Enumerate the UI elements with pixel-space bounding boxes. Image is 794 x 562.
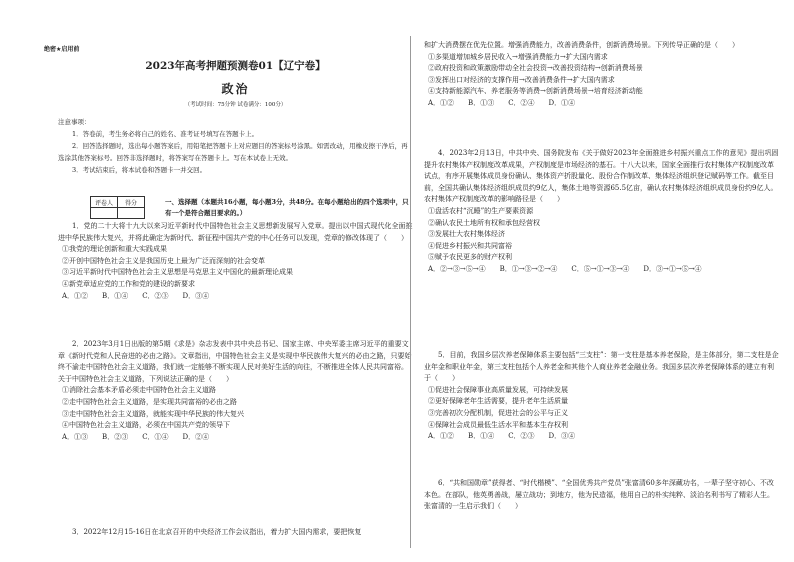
question-option: ④支持新能源汽车、养老服务等消费→创新消费场景→培育经济新动能 bbox=[428, 87, 643, 96]
question-option: ③走中国特色社会主义道路，就能实现中华民族的伟大复兴 bbox=[62, 409, 244, 418]
score-box-label-score: 得分 bbox=[118, 197, 145, 208]
question-stem: 和扩大消费摆在优先位置。增强消费能力，改善消费条件，创新消费场景。下列传导正确的是（ ） bbox=[424, 41, 739, 49]
question-option: ②更好保障老年生活需要，提升老年生活质量 bbox=[428, 397, 568, 406]
question-option: ③发挥出口对经济的支撑作用→改善消费条件→扩大国内需求 bbox=[428, 75, 615, 84]
question-option: ④中国特色社会主义道路，必须在中国共产党的领导下 bbox=[62, 421, 230, 430]
question-6 bbox=[424, 478, 779, 513]
score-box-cell bbox=[91, 208, 118, 219]
question-2 bbox=[58, 339, 413, 443]
question-3-continued bbox=[424, 40, 779, 110]
notice-block bbox=[58, 116, 413, 176]
question-stem: 2．2023年3月1日出版的第5期《求是》杂志发表中共中央总书记、国家主席、中央军委主席习近平的重要文章《新时代党和人民奋进的必由之路》。文章指出，中国特色社会主义是实现中华民族伟大复兴的必由之路，只要始终不渝走中国特色社会主义道路，我们就一定能够不断实现人民对美好生活的向往，不断推进全体人民共同富裕。关于中国特色社会主义道路，下列说法正确的是（ ） bbox=[58, 340, 412, 383]
question-1 bbox=[58, 221, 413, 302]
secret-mark: 绝密★启用前 bbox=[44, 46, 80, 53]
question-stem: 1．党的二十大将十九大以来习近平新时代中国特色社会主义思想新发展写入党章。提出以中国式现代化全面推进中华民族伟大复兴，并将此确定为新时代、新征程中国共产党的中心任务可以发现，党章的修改体现了（ ） bbox=[58, 222, 413, 242]
score-box-cell bbox=[118, 208, 145, 219]
question-option: ①消除社会基本矛盾必须走中国特色社会主义道路 bbox=[62, 386, 216, 395]
answer-choices: A．①② B．①④ C．②③ D．③④ bbox=[62, 291, 210, 300]
question-option: ②走中国特色社会主义道路，是实现共同富裕的必由之路 bbox=[62, 397, 237, 406]
answer-choices: A．①② B．①③ C．②④ D．①④ bbox=[428, 98, 576, 107]
question-3 bbox=[58, 527, 413, 539]
question-stem: 5．目前，我国乡层次养老保障体系主要包括“三支柱”：第一支柱是基本养老保险，是主体部分，第二支柱是企业年金和职业年金，第三支柱包括个人养老金和其他个人商业养老金融业务。我国多层次养老保障体系的建立有利于（ ） bbox=[424, 351, 779, 383]
notice-item-1: 1．答卷前，考生务必将自己的姓名、准考证号填写在答题卡上。 bbox=[72, 130, 259, 138]
question-option: ⑤赋予农民更多的财产权利 bbox=[428, 253, 512, 262]
question-stem: 4．2023年2月13日，中共中央、国务院发布《关于做好2023年全面推进乡村振兴重点工作的意见》提出巩固提升农村集体产权制度改革成果，产权制度是市场经济的基石。十八大以来，国家全面推行农村集体产权制度改革试点，有序开展集体成员身份确认、集体资产折股量化、股份合作制改革、集体经济组织登记赋码等工作。截至目前，全国共确认集体经济组织成员约9亿人，集体土地等资源65.5亿亩，确认农村集体经济组织成员身份约9亿人。农村集体产权制度改革的影响路径是（ ） bbox=[424, 149, 779, 204]
question-option: ①盘活农村“沉睡”的生产要素资源 bbox=[428, 206, 534, 215]
question-option: ②政府投资和政策激励带动全社会投资→改善投资结构→创新消费场景 bbox=[428, 64, 643, 73]
exam-title: 2023年高考押题预测卷01【辽宁卷】 bbox=[145, 60, 326, 72]
notice-heading: 注意事项： bbox=[58, 118, 91, 126]
answer-choices: A．①③ B．②③ C．①④ D．②④ bbox=[62, 432, 210, 441]
column-divider bbox=[410, 36, 411, 548]
question-option: ②开创中国特色社会主义是我国历史上最为广泛而深刻的社会变革 bbox=[62, 256, 265, 265]
question-stem: 3．2022年12月15-16日在北京召开的中央经济工作会议指出，着力扩大国内需求，要把恢复 bbox=[72, 528, 362, 536]
question-5 bbox=[424, 350, 779, 443]
section-heading: 一、选择题（本题共16小题，每小题3分，共48分。在每小题给出的四个选项中，只有一个是符合题目要求的。） bbox=[165, 198, 409, 217]
score-box bbox=[90, 196, 145, 219]
exam-meta: （考试时间：75分钟 试卷满分：100分） bbox=[184, 102, 287, 108]
question-option: ①多渠道增加城乡居民收入→增强消费能力→扩大国内需求 bbox=[428, 52, 608, 61]
notice-item-2: 2．回答选择题时，选出每小题答案后，用铅笔把答题卡上对应题目的答案标号涂黑。如需改动，用橡皮擦干净后，再选涂其他答案标号。回答非选择题时，将答案写在答题卡上。写在本试卷上无效。 bbox=[58, 142, 408, 162]
question-option: ④促进乡村振兴和共同富裕 bbox=[428, 241, 512, 250]
question-option: ③发展壮大农村集体经济 bbox=[428, 230, 505, 239]
question-option: ③完善初次分配机制，促进社会的公平与正义 bbox=[428, 408, 568, 417]
answer-choices: A．②→③→⑤→④ B．①→③→②→④ C．⑤→①→③→④ D．③→①→⑤→④ bbox=[428, 264, 702, 273]
exam-subject: 政治 bbox=[221, 82, 250, 96]
question-option: ④新党章适应党的工作和党的建设的新要求 bbox=[62, 279, 195, 288]
notice-item-3: 3．考试结束后，将本试卷和答题卡一并交回。 bbox=[72, 166, 207, 174]
question-option: ①促进社会保障事业高质量发展，可持续发展 bbox=[428, 385, 568, 394]
score-box-label-grader: 评卷人 bbox=[91, 197, 118, 208]
question-option: ③习近平新时代中国特色社会主义思想是马克思主义中国化的最新理论成果 bbox=[62, 268, 293, 277]
question-option: ④保障社会成员最低生活水平和基本生存权利 bbox=[428, 420, 568, 429]
answer-choices: A．①② B．①④ C．②③ D．③④ bbox=[428, 432, 576, 441]
question-stem: 6．“共和国勋章”获得者、“时代楷模”、“全国优秀共产党员”张富清60多年深藏功名，一辈子坚守初心、不改本色。在部队，他英勇善战，屡立战功；到地方，他为民造福，他用自己的朴实纯粹、淡泊名利书写了精彩人生。张富清的一生启示我们（ ） bbox=[424, 479, 774, 511]
question-option: ②确认农民土地所有权和承包经营权 bbox=[428, 218, 540, 227]
question-option: ①我党的理论创新和重大实践成果 bbox=[62, 245, 167, 254]
question-4 bbox=[424, 148, 779, 276]
